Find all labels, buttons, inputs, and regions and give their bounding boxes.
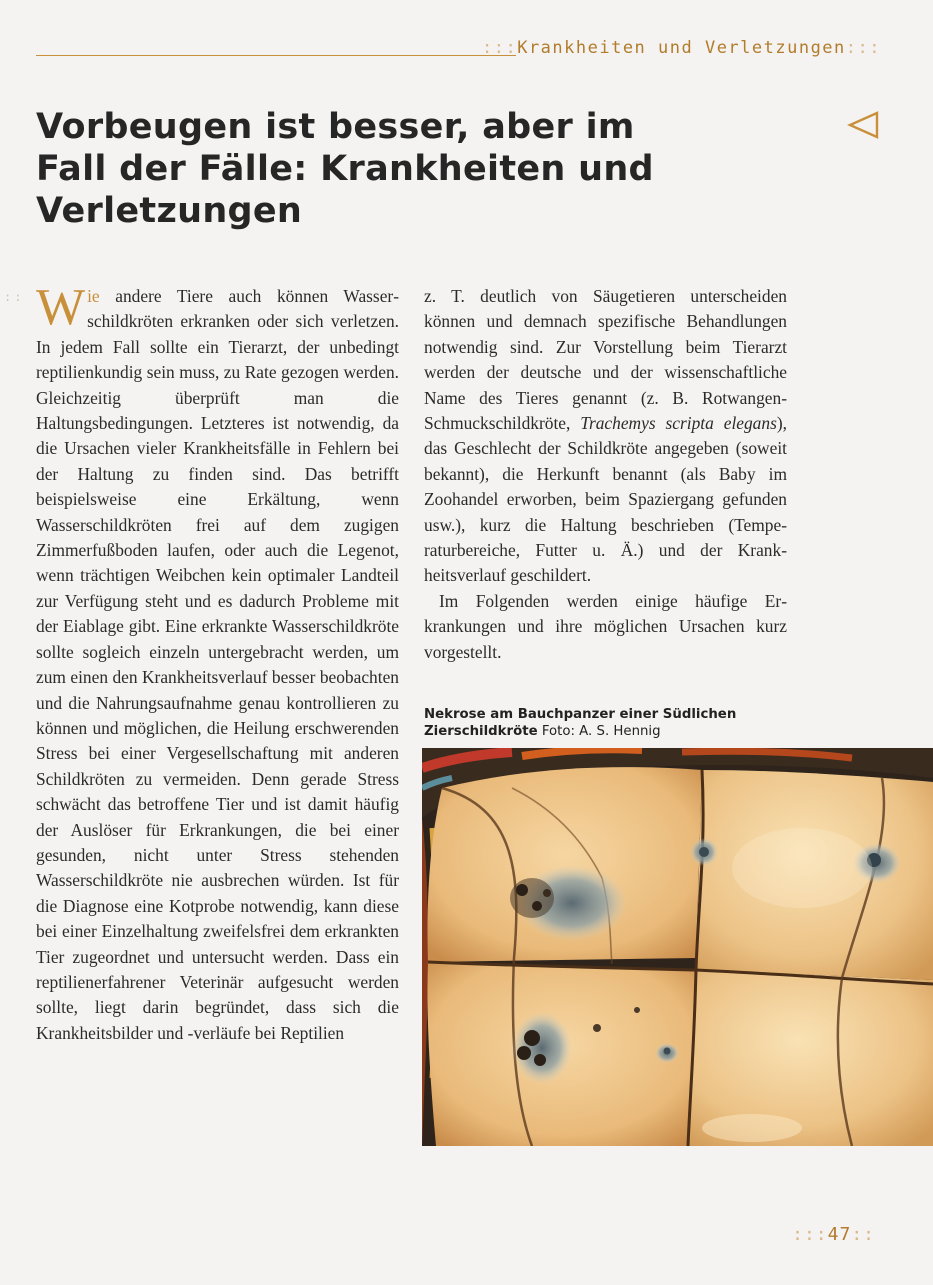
turtle-plastron-photo [422,748,933,1146]
page-footer [792,1224,875,1245]
paragraph-intro [36,279,399,1046]
page-title: Vorbeugen ist besser, aber im Fall der Fälle: Krankheiten und Verletzungen [36,107,654,231]
folio-dots-left: ::: [792,1224,828,1245]
photo-caption [424,706,804,740]
drop-cap-tail: ie [87,286,100,306]
running-head-dots-left: ::: [481,38,518,58]
section-title: Krankheiten und Verletzungen [517,38,846,58]
folio-dots-right: :: [851,1224,875,1245]
running-head-dots-right: ::: [845,38,881,58]
header-rule [36,55,516,56]
paragraph-intro-text: andere Tiere auch können Wasserschildkröten erkranken oder sich verletzen. In jedem Fall sollte ein Tierarzt, der unbedingt reptilienkundig sein muss, zu Rate gezogen werden. Gleichzeitig überprüft man die Haltungsbedingungen. Letzteres ist notwendig, da die Ursachen vieler Krankheitsfälle in Fehlern bei der Haltung zu finden sind. Das betrifft beispielsweise eine Erkältung, wenn Wasserschildkröten frei auf dem zugigen Zimmerfußboden laufen, oder auch die Legenot, wenn trächtigen Weibchen kein optimaler Landteil zur Verfügung steht und es dadurch Probleme mit der Eiablage gibt. Eine erkrankte Wasserschildkröte sollte sogleich einzeln untergebracht werden, um zum einen den Krankheitsverlauf besser beobachten und die Nahrungsaufnahme genau kontrollieren zu können und möglichen, die Heilung erschwerenden Stress bei einer Vergesellschaftung mit anderen Schildkröten zu vermeiden. Denn gerade Stress schwächt das betroffene Tier und ist damit häufig der Auslöser für Erkrankungen, die bei einer gesunden, nicht unter Stress stehenden Wasserschildkröte nie ausbrechen würden. Ist für die Diagnose eine Kotprobe notwendig, kann diese bei einer Einzelhaltung zweifelsfrei dem erkrankten Tier zugeordnet und untersucht werden. Dass ein reptilienerfahrener Veterinär aufgesucht werden sollte, liegt darin begründet, dass sich die Krankheitsbilder und -verläufe bei Reptilien [36,286,399,1043]
paragraph-second: Im Folgenden werden einige häufige Erkrankungen und ihre möglichen Ursachen kurz vorgestellt. [424,590,787,662]
body-column-left [36,279,399,1046]
paragraph-continued-text-b: ), das Geschlecht der Schildkröte angegeben (soweit bekannt), die Herkunft benannt (als Baby im Zoohandel erworben, beim Spaziergang gefunden usw.), kurz die Haltung beschrieben (Temperaturbereiche, Futter u. Ä.) und der Krankheitsverlauf geschildert. [424,413,787,586]
body-column-right [424,284,787,665]
scientific-name: Trachemys scripta elegans [580,413,777,434]
running-head [482,38,881,58]
caption-credit: Foto: A. S. Hennig [537,724,661,739]
paragraph-continued-text-a: z. T. deutlich von Säugetieren unterscheiden können und demnach spezifische Behandlungen notwendig sind. Zur Vorstellung beim Tierarzt werden der deutsche und der wissenschaftliche Name des Tieres genannt (z. B. Rotwangen-Schmuckschildkröte, [424,286,787,434]
side-marker: :: [4,290,25,304]
caption-title: Nekrose am Bauchpanzer einer Südlichen Zierschildkröte [424,707,737,739]
drop-cap: W [36,279,86,336]
plastron-illustration [422,748,933,1146]
page-number: 47 [827,1224,852,1245]
triangle-left-outline-icon[interactable] [846,110,880,140]
paragraph-continued [424,284,787,589]
